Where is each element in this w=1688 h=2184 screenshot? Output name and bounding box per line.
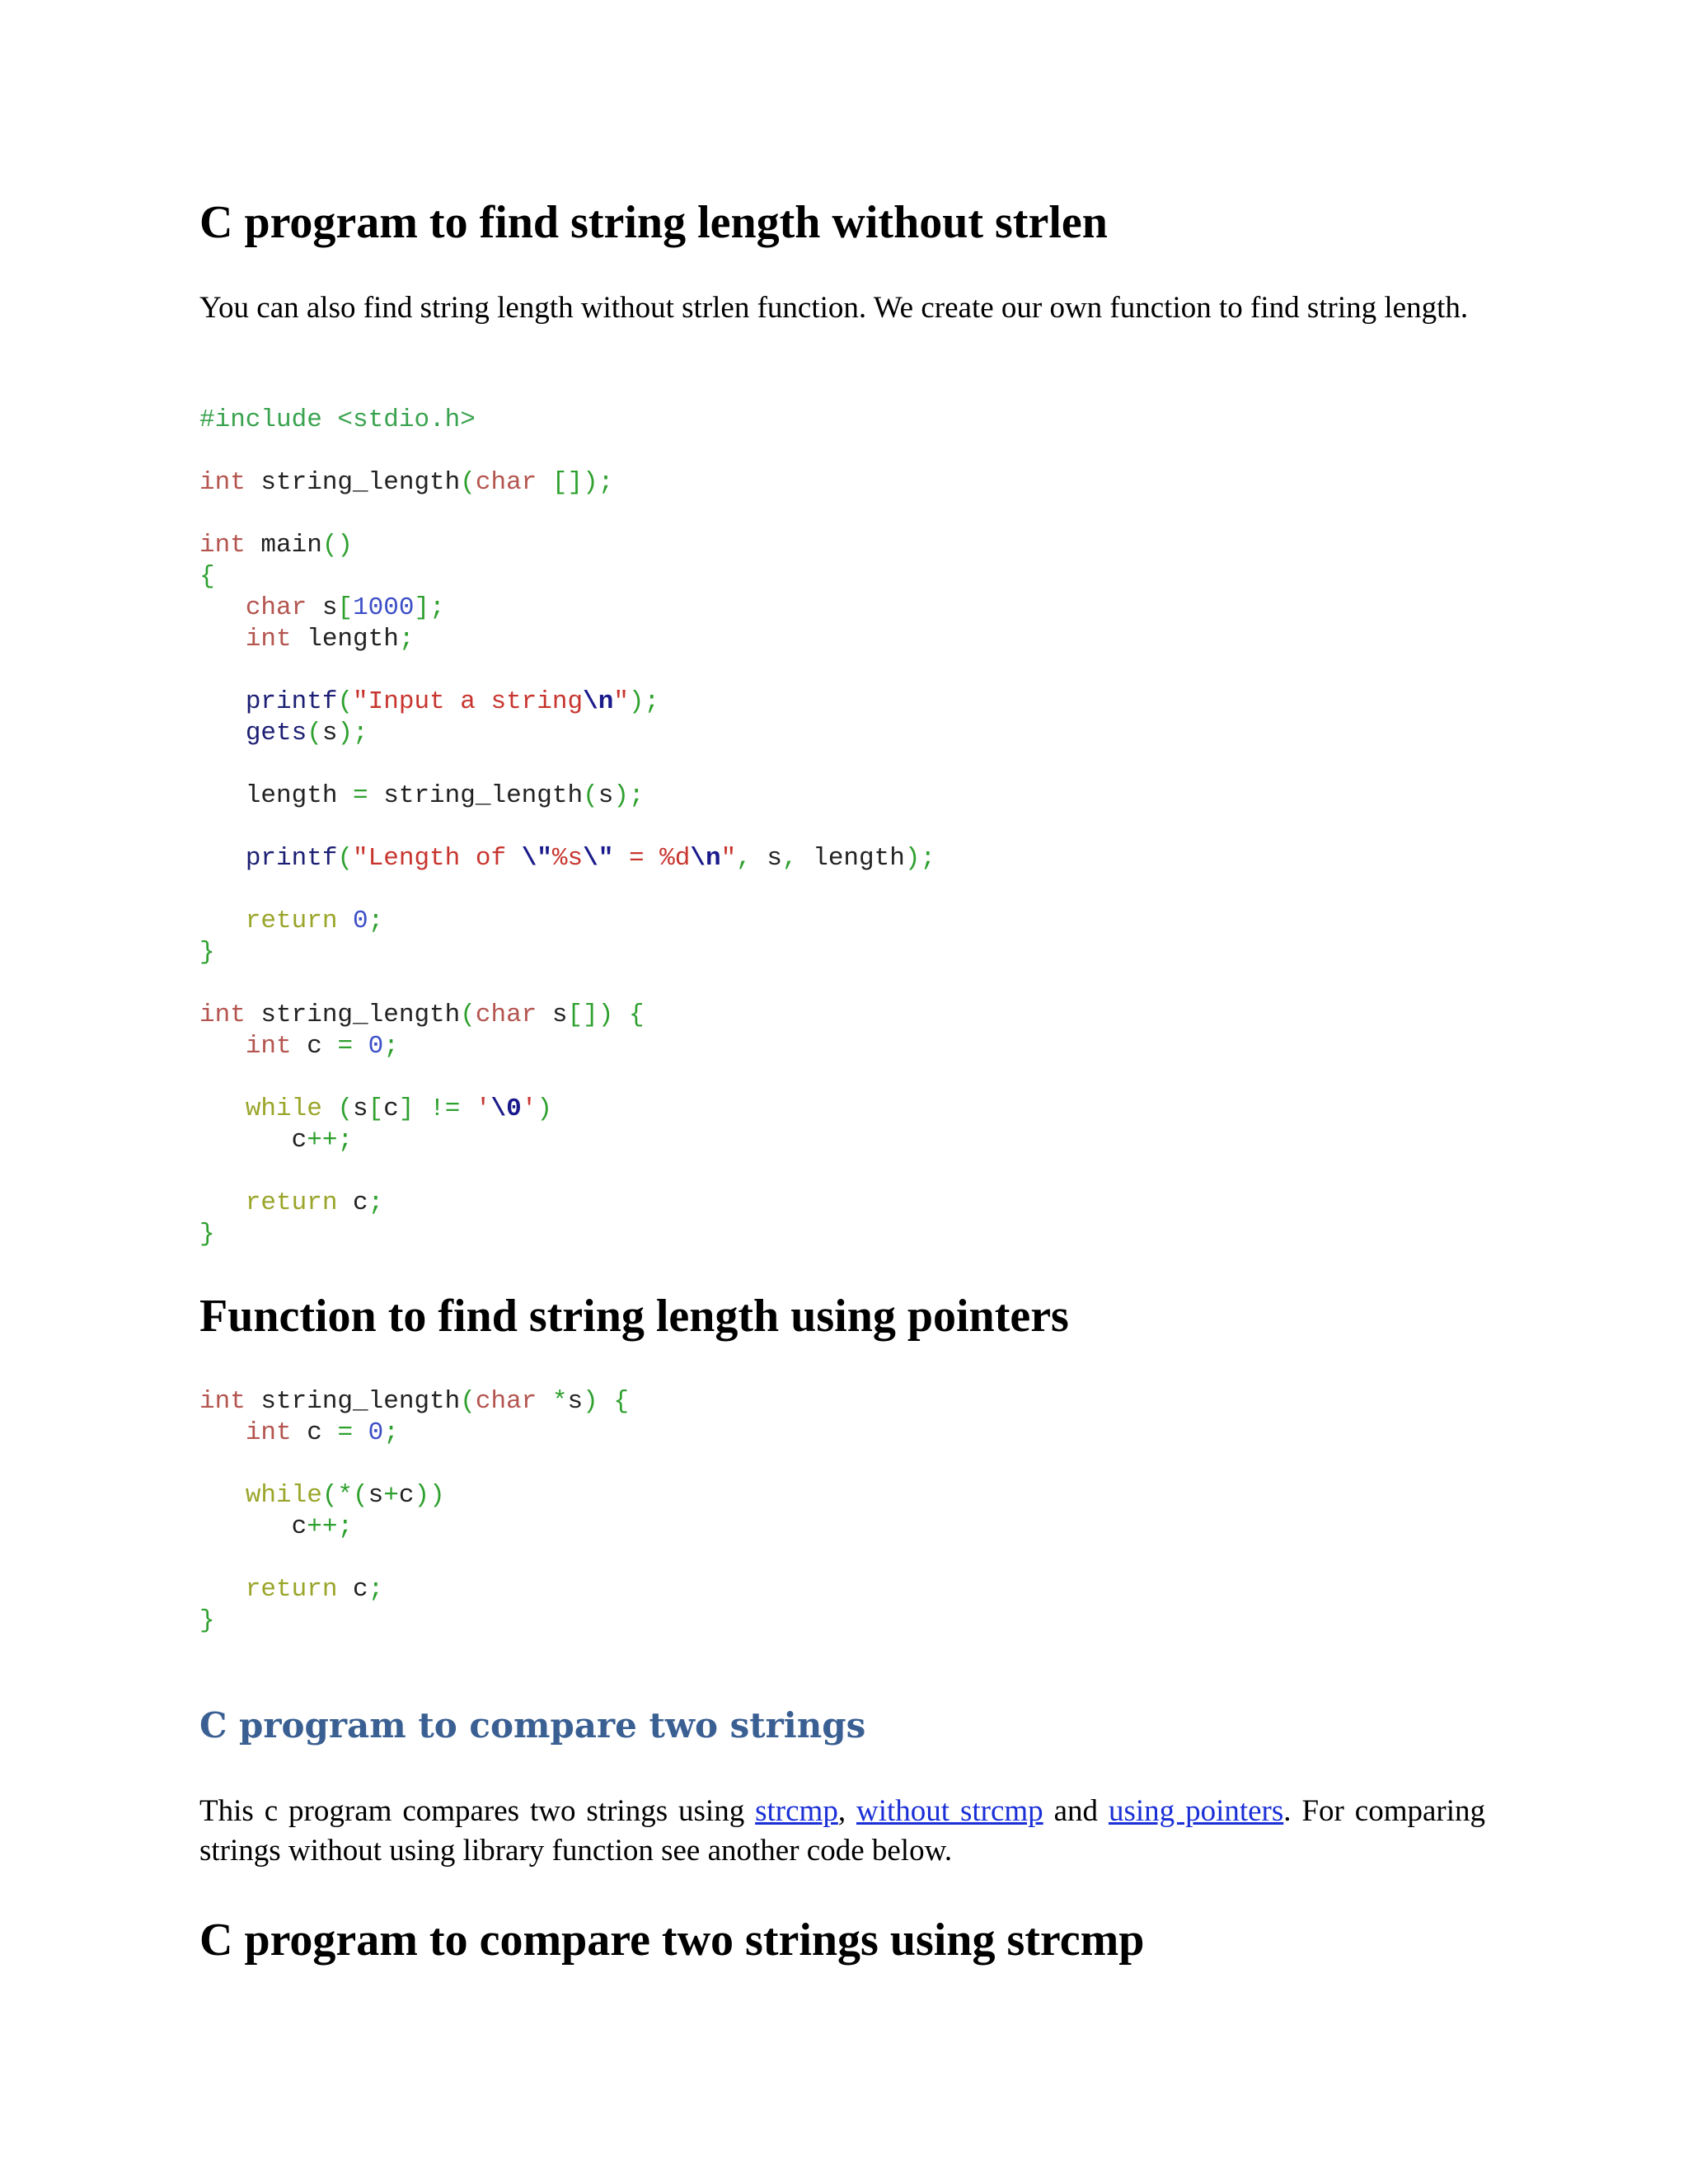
- code-line: [199, 499, 935, 530]
- code-line: [199, 1449, 629, 1480]
- code-line: [199, 749, 935, 780]
- code-line: [199, 968, 935, 1000]
- code-line: [199, 1062, 935, 1094]
- code-line: [199, 874, 935, 906]
- section-title-strlen: C program to find string length without strlen: [199, 197, 1108, 248]
- code-line: [199, 812, 935, 843]
- section-title-strcmp: C program to compare two strings using strcmp: [199, 1915, 1145, 1966]
- code-line: while(*(s+c)): [245, 1481, 445, 1510]
- code-line: #include <stdio.h>: [199, 405, 476, 434]
- code-line: int length;: [245, 625, 415, 654]
- link-without-strcmp[interactable]: without strcmp: [856, 1794, 1043, 1828]
- code-line: int string_length(char *s) {: [199, 1387, 629, 1416]
- section-title-pointers: Function to find string length using pointers: [199, 1291, 1069, 1342]
- code-line: printf("Input a string\n");: [245, 687, 660, 716]
- code-line: }: [199, 1606, 215, 1635]
- code-line: [199, 1156, 935, 1188]
- code-line: int c = 0;: [245, 1418, 399, 1447]
- code-line: char s[1000];: [245, 593, 445, 622]
- code-line: return c;: [245, 1575, 384, 1604]
- code-line: [199, 655, 935, 687]
- code-line: int c = 0;: [245, 1032, 399, 1061]
- section-heading-compare: C program to compare two strings: [199, 1705, 866, 1746]
- code-line: return c;: [245, 1188, 384, 1217]
- code-line: [199, 1543, 629, 1574]
- link-using-pointers[interactable]: using pointers: [1108, 1794, 1284, 1828]
- code-block-pointers: [199, 1386, 629, 1637]
- code-line: }: [199, 1220, 215, 1249]
- code-line: int string_length(char s[]) {: [199, 1001, 645, 1029]
- code-line: int string_length(char []);: [199, 468, 614, 497]
- code-line: c++;: [199, 1512, 354, 1541]
- intro-paragraph: You can also find string length without strlen function. We create our own function to find string length.: [199, 291, 1469, 325]
- code-block-string-length: [199, 405, 935, 1250]
- code-line: while (s[c] != '\0'): [245, 1094, 552, 1123]
- code-line: gets(s);: [245, 719, 368, 748]
- code-line: [199, 436, 935, 467]
- code-line: printf("Length of \"%s\" = %d\n", s, length);: [245, 844, 936, 873]
- link-strcmp[interactable]: strcmp: [755, 1794, 838, 1828]
- code-line: }: [199, 938, 215, 967]
- code-line: {: [199, 562, 215, 591]
- code-line: int main(): [199, 531, 354, 560]
- code-line: length = string_length(s);: [199, 781, 645, 810]
- compare-paragraph: This c program compares two strings using strcmp, without strcmp and using pointers. For comparing strings without using library function see another code below.: [199, 1794, 1485, 1868]
- code-line: return 0;: [245, 907, 384, 935]
- code-line: c++;: [199, 1126, 354, 1155]
